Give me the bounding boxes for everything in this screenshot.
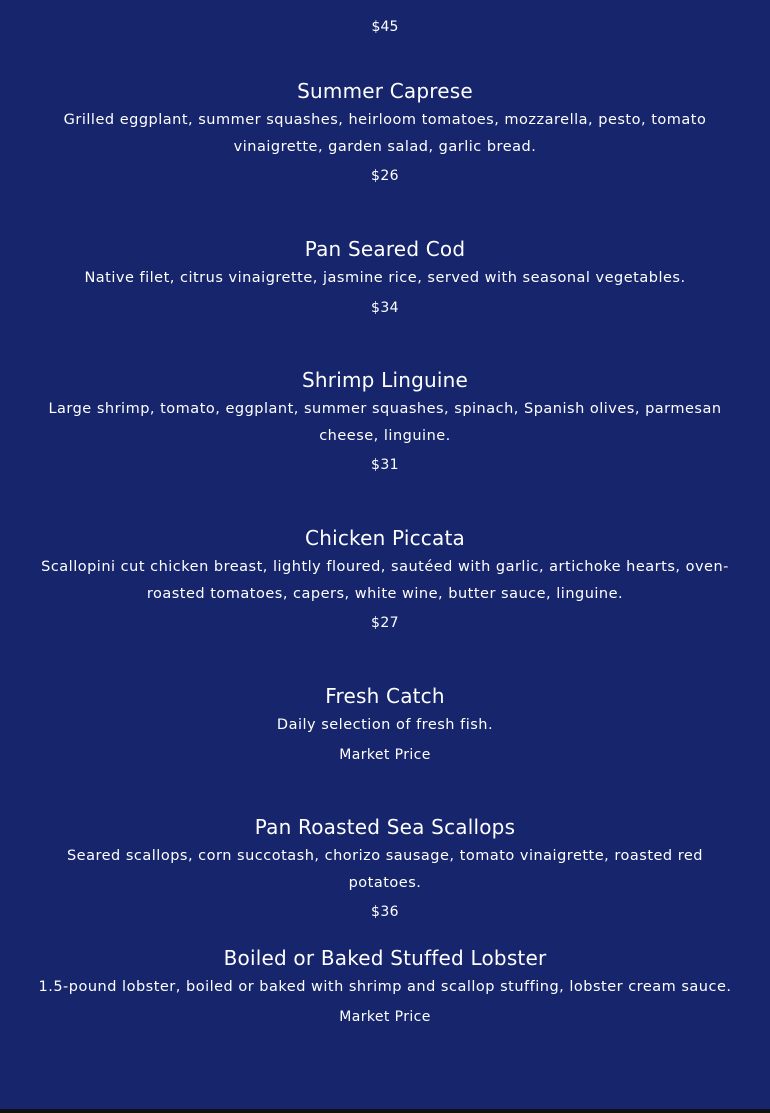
menu-item-title: Shrimp Linguine (302, 368, 468, 392)
menu-item (30, 814, 740, 922)
menu-item-description: Native filet, citrus vinaigrette, jasmine rice, served with seasonal vegetables. (84, 270, 686, 286)
menu-item-title: Chicken Piccata (305, 526, 465, 550)
menu-item-price: $34 (371, 299, 399, 316)
menu-item-price-previous: $45 (371, 19, 399, 35)
menu-item-price: Market Price (339, 746, 431, 763)
menu-item-title: Pan Seared Cod (304, 237, 466, 261)
menu-item-title: Fresh Catch (325, 684, 445, 708)
menu-item (30, 525, 740, 633)
menu-item (30, 367, 740, 475)
menu-item-description: 1.5-pound lobster, boiled or baked with shrimp and scallop stuffing, lobster cream sauce. (38, 979, 732, 995)
menu-item-title: Pan Roasted Sea Scallops (254, 815, 516, 839)
menu-item-price: $36 (371, 904, 399, 920)
menu-item-price: $31 (371, 457, 399, 473)
menu-item-title: Boiled or Baked Stuffed Lobster (223, 946, 547, 970)
menu-item-title: Summer Caprese (297, 79, 473, 103)
menu-item-description: Scallopini cut chicken breast, lightly floured, sautéed with garlic, artichoke hearts, oven-roasted tomatoes, capers, white wine, butter sauce, linguine. (41, 559, 729, 602)
menu-item-description: Large shrimp, tomato, eggplant, summer squashes, spinach, Spanish olives, parmesan cheese, linguine. (48, 401, 722, 444)
menu-item-price: $27 (371, 615, 399, 631)
menu-item-description: Daily selection of fresh fish. (276, 717, 494, 733)
menu-item (30, 78, 740, 186)
menu-item (30, 683, 740, 765)
menu-item-price: $26 (371, 168, 399, 184)
menu-item-price: Market Price (339, 1008, 431, 1025)
menu-item (30, 236, 740, 318)
menu-item (30, 945, 740, 1027)
bottom-divider (0, 1109, 770, 1113)
menu-item-description: Seared scallops, corn succotash, chorizo sausage, tomato vinaigrette, roasted red potatoes. (66, 848, 704, 891)
menu-item-description: Grilled eggplant, summer squashes, heirloom tomatoes, mozzarella, pesto, tomato vinaigrette, garden salad, garlic bread. (63, 112, 707, 155)
